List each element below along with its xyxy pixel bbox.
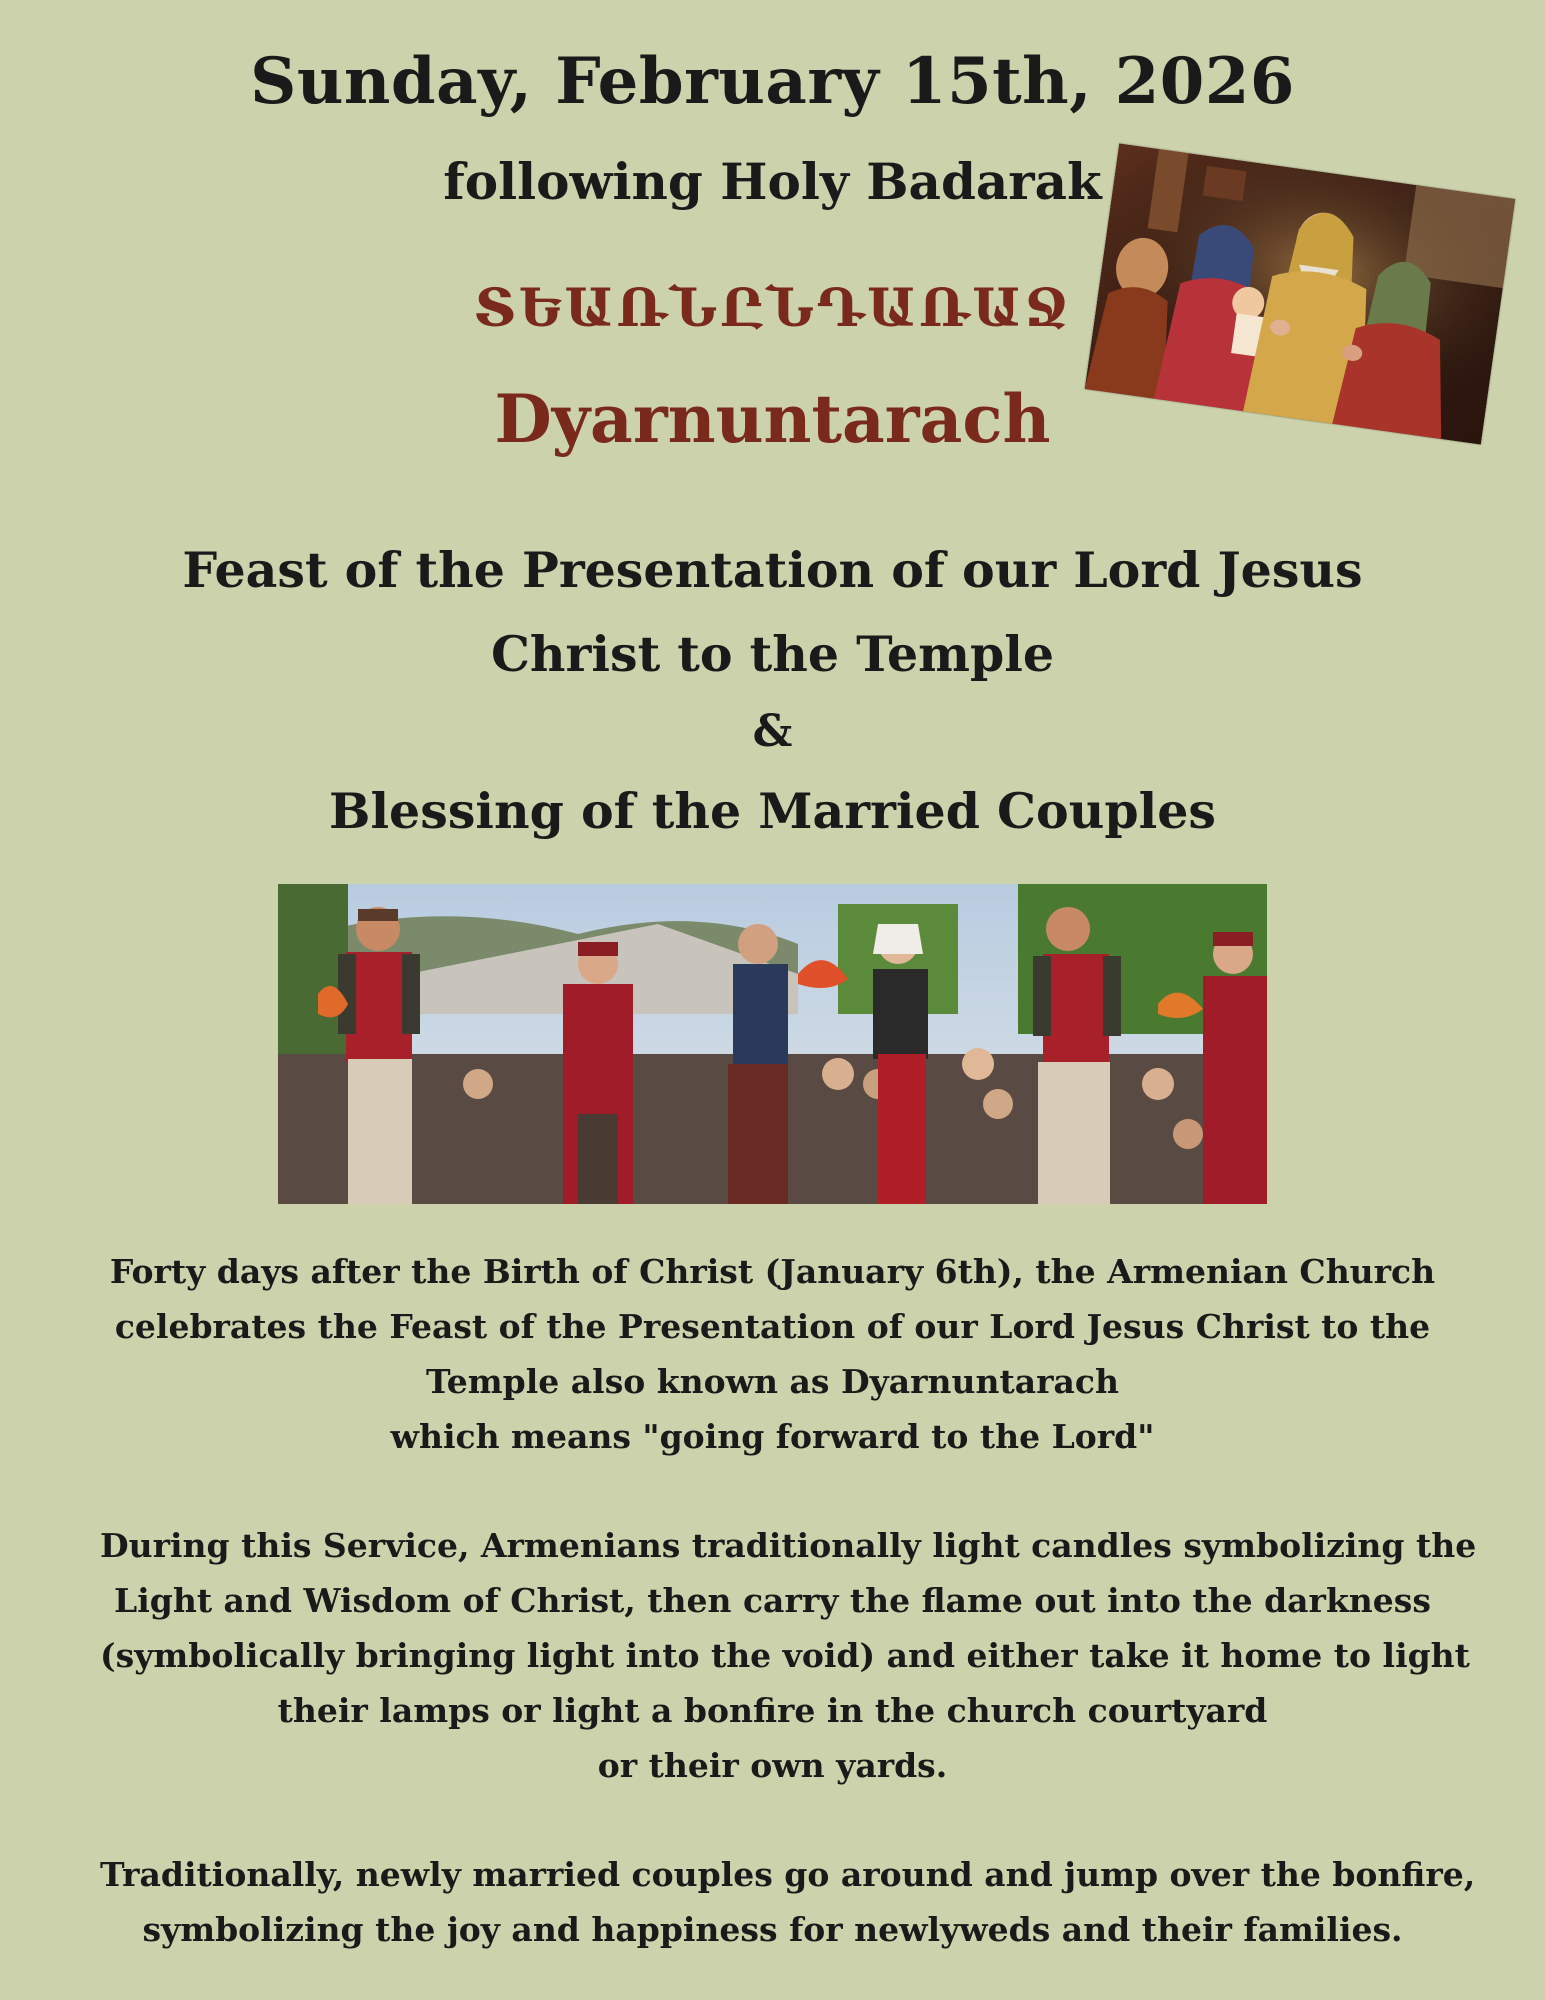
transliterated-title: Dyarnuntarach — [494, 380, 1051, 458]
paragraph-line: Forty days after the Birth of Christ (January 6th), the Armenian Church — [109, 1252, 1436, 1291]
paragraph-line: celebrates the Feast of the Presentation of our Lord Jesus Christ to the — [114, 1307, 1431, 1346]
event-subtitle: following Holy Badarak — [443, 152, 1102, 211]
paragraph-line: their lamps or light a bonfire in the church courtyard — [277, 1691, 1268, 1730]
paragraph-candles — [100, 1518, 1477, 1793]
paragraph-line: Traditionally, newly married couples go around and jump over the bonfire, — [100, 1855, 1476, 1894]
paragraph-line: Temple also known as Dyarnuntarach — [426, 1362, 1119, 1401]
paragraph-married-couples — [100, 1847, 1476, 1957]
feast-title-line-1: Feast of the Presentation of our Lord Jesus — [182, 541, 1363, 599]
paragraph-line: or their own yards. — [597, 1746, 948, 1785]
feast-title-line-2: Christ to the Temple — [490, 625, 1055, 683]
feast-title — [0, 528, 1545, 696]
paragraph-line: During this Service, Armenians traditionally light candles symbolizing the — [100, 1526, 1477, 1565]
blessing-title: Blessing of the Married Couples — [329, 782, 1216, 840]
armenian-dancers-photo — [278, 884, 1267, 1204]
armenian-title: ՏԵԱՌՆԸՆԴԱՌԱՋ — [473, 278, 1072, 339]
paragraph-line: which means "going forward to the Lord" — [390, 1417, 1155, 1456]
paragraph-line: symbolizing the joy and happiness for newlyweds and their families. — [142, 1910, 1403, 1949]
paragraph-line: (symbolically bringing light into the void) and either take it home to light — [100, 1636, 1470, 1675]
event-date: Sunday, February 15th, 2026 — [250, 44, 1295, 119]
ampersand: & — [752, 706, 793, 757]
paragraph-feast-description — [100, 1244, 1445, 1464]
paragraph-line: Light and Wisdom of Christ, then carry the flame out into the darkness — [114, 1581, 1431, 1620]
